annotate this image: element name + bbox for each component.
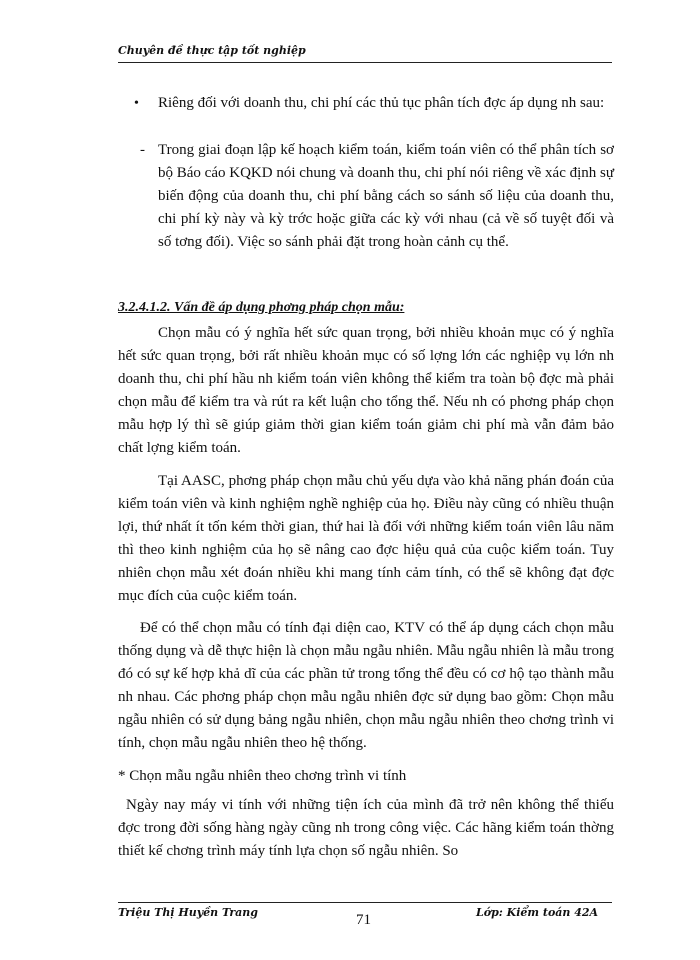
dash-text: Trong giai đoạn lập kế hoạch kiểm toán, kiểm toán viên có thể phân tích sơ bộ Báo cáo KQKD nói chung và doanh thu, chi phí nói riêng về xác định sự biến động của doanh thu, chi phí bằng cách so sánh số liệu của doanh thu, chi phí kỳ này và kỳ trớc hoặc giữa các kỳ với nhau (cả về số tuyệt đối và số tơng đối). Việc so sánh phải đặt trong hoàn cảnh cụ thể. xyxy=(158,142,614,250)
dash-item xyxy=(118,139,614,254)
bullet-text: Riêng đối với doanh thu, chi phí các thủ tục phân tích đợc áp dụng nh sau: xyxy=(158,95,605,111)
footer-divider xyxy=(118,902,612,903)
paragraph-3: Để có thể chọn mẫu có tính đại diện cao, KTV có thể áp dụng cách chọn mẫu thống dụng và dễ thực hiện là chọn mẫu ngẫu nhiên. Mẫu ngẫu nhiên là mẫu trong đó có sự kế hợp khả dĩ của các phần tử trong tổng thể đều có cơ hộ tạo thành mẫu nh nhau. Các phơng pháp chọn mẫu ngẫu nhiên đợc sử dụng bao gồm: Chọn mẫu ngẫu nhiên có sử dụng bảng ngẫu nhiên, chọn mẫu ngẫu nhiên theo chơng trình vi tính, chọn mẫu ngẫu nhiên theo hệ thống. xyxy=(118,620,614,751)
page-header: Chuyên đề thực tập tốt nghiệp xyxy=(118,44,612,63)
footer-author: Triệu Thị Huyền Trang xyxy=(118,906,258,919)
paragraph-5: Ngày nay máy vi tính với những tiện ích của mình đã trở nên không thể thiếu đợc trong đời sống hàng ngày cũng nh trong công việc. Các hãng kiểm toán thờng thiết kế chơng trình máy tính lựa chọn số ngẫu nhiên. So xyxy=(118,797,614,859)
section-title: 3.2.4.1.2. Vấn đề áp dụng phơng pháp chọn mẫu: xyxy=(118,300,405,315)
page-number: 71 xyxy=(356,912,371,928)
paragraph-1: Chọn mẫu có ý nghĩa hết sức quan trọng, bởi nhiều khoản mục có ý nghĩa hết sức quan trọng, bởi rất nhiều khoản mục có số lợng lớn các nghiệp vụ lớn nh doanh thu, chi phí hầu nh kiểm toán viên không thể kiểm tra toàn bộ đợc mà phải chọn mẫu để kiểm tra và rút ra kết luận cho tổng thể. Nếu nh có phơng pháp chọn mẫu hợp lý thì sẽ giúp giảm thời gian kiểm toán giảm chi phí mà vẫn đảm bảo chất lợng kiểm toán. xyxy=(118,325,614,456)
bullet-icon: • xyxy=(134,96,139,111)
dash-icon: - xyxy=(140,142,145,158)
paragraph-4-heading: * Chọn mẫu ngẫu nhiên theo chơng trình vi tính xyxy=(118,768,407,784)
footer-class: Lớp: Kiểm toán 42A xyxy=(476,906,599,919)
bullet-item xyxy=(118,92,614,115)
paragraph-2: Tại AASC, phơng pháp chọn mẫu chủ yếu dựa vào khả năng phán đoán của kiểm toán viên và kinh nghiệm nghề nghiệp của họ. Điều này cũng có nhiều thuận lợi, thứ nhất ít tốn kém thời gian, thứ hai là đối với những kiểm toán viên lâu năm thì theo kinh nghiệm của họ sẽ nâng cao đợc hiệu quả của cuộc kiểm toán. Tuy nhiên chọn mẫu xét đoán nhiều khi mang tính cảm tính, có thể sẽ không đạt đợc mục đích của cuộc kiểm toán. xyxy=(118,473,614,604)
